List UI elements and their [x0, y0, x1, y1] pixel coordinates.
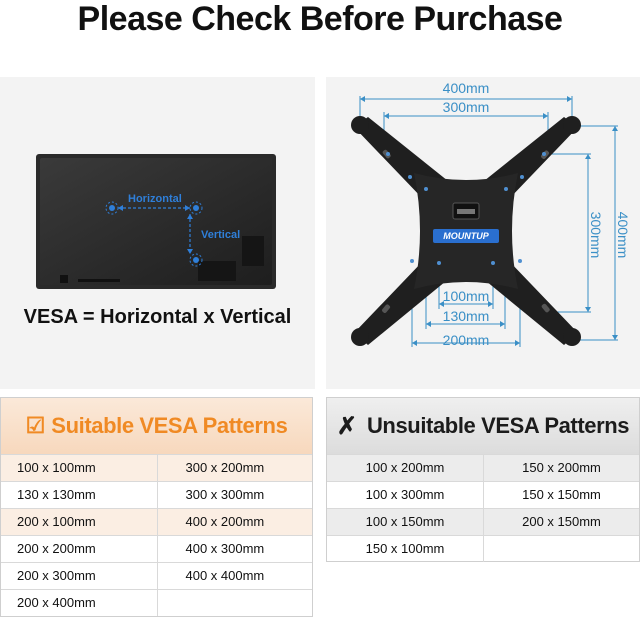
dim-200-width: 200mm [442, 332, 490, 348]
vertical-label: Vertical [201, 229, 241, 241]
table-cell: 400 x 200mm [157, 509, 313, 535]
vesa-hole-icon [193, 205, 199, 211]
table-cell: 100 x 150mm [365, 514, 445, 529]
table-row [327, 481, 639, 508]
suitable-patterns-table [0, 397, 313, 617]
table-cell: 130 x 130mm [17, 487, 96, 502]
tv-back [40, 158, 272, 285]
vesa-hole-icon [193, 257, 199, 263]
checkbox-icon: ☑ [25, 413, 46, 438]
table-cell: 300 x 200mm [157, 455, 313, 481]
tv-connector-box [198, 261, 236, 281]
dim-100-width: 100mm [442, 288, 490, 304]
x-mark-icon: ✗ [336, 412, 357, 440]
unsuitable-patterns-table [326, 397, 640, 562]
table-cell: 200 x 400mm [17, 595, 96, 610]
table-cell [483, 536, 639, 562]
dim-130-width: 130mm [442, 308, 490, 324]
tv-back-illustration [0, 77, 315, 389]
table-row [1, 535, 312, 562]
tv-back-panel [0, 77, 315, 389]
table-cell [157, 590, 313, 616]
unsuitable-rows [327, 454, 639, 562]
mount-plate-panel [326, 77, 640, 389]
table-cell: 100 x 200mm [365, 460, 445, 475]
vesa-hole-icon [109, 205, 115, 211]
table-row [327, 508, 639, 535]
table-cell: 400 x 300mm [157, 536, 313, 562]
tv-port [60, 275, 68, 283]
table-cell: 150 x 200mm [483, 455, 639, 481]
table-cell: 300 x 300mm [157, 482, 313, 508]
tv-port-strip [78, 279, 120, 282]
horizontal-label: Horizontal [128, 193, 182, 205]
table-row [1, 508, 312, 535]
table-row [1, 481, 312, 508]
table-cell: 200 x 150mm [483, 509, 639, 535]
table-row [1, 454, 312, 481]
table-cell: 150 x 150mm [483, 482, 639, 508]
dim-300-height: 300mm [588, 211, 604, 259]
unsuitable-header [327, 398, 639, 454]
tv-side-box [242, 236, 264, 266]
table-row [327, 454, 639, 481]
table-cell: 100 x 300mm [365, 487, 445, 502]
table-cell: 200 x 200mm [17, 541, 96, 556]
table-row [1, 589, 312, 616]
unsuitable-heading: Unsuitable VESA Patterns [366, 413, 630, 438]
dim-300-width: 300mm [442, 99, 490, 115]
table-cell: 200 x 300mm [17, 568, 96, 583]
table-cell: 100 x 100mm [17, 460, 96, 475]
table-row [1, 562, 312, 589]
mount-plate-illustration [326, 77, 640, 389]
dim-400-width: 400mm [442, 80, 490, 96]
suitable-heading: Suitable VESA Patterns [51, 413, 288, 438]
table-cell: 400 x 400mm [157, 563, 313, 589]
suitable-rows [1, 454, 312, 616]
suitable-header [1, 398, 312, 454]
brand-label: MOUNTUP [443, 231, 489, 241]
page-title: Please Check Before Purchase [77, 0, 563, 38]
table-cell: 150 x 100mm [365, 541, 445, 556]
table-cell: 200 x 100mm [17, 514, 96, 529]
vesa-formula: VESA = Horizontal x Vertical [23, 306, 292, 328]
table-row [327, 535, 639, 562]
dim-400-height: 400mm [615, 211, 631, 259]
